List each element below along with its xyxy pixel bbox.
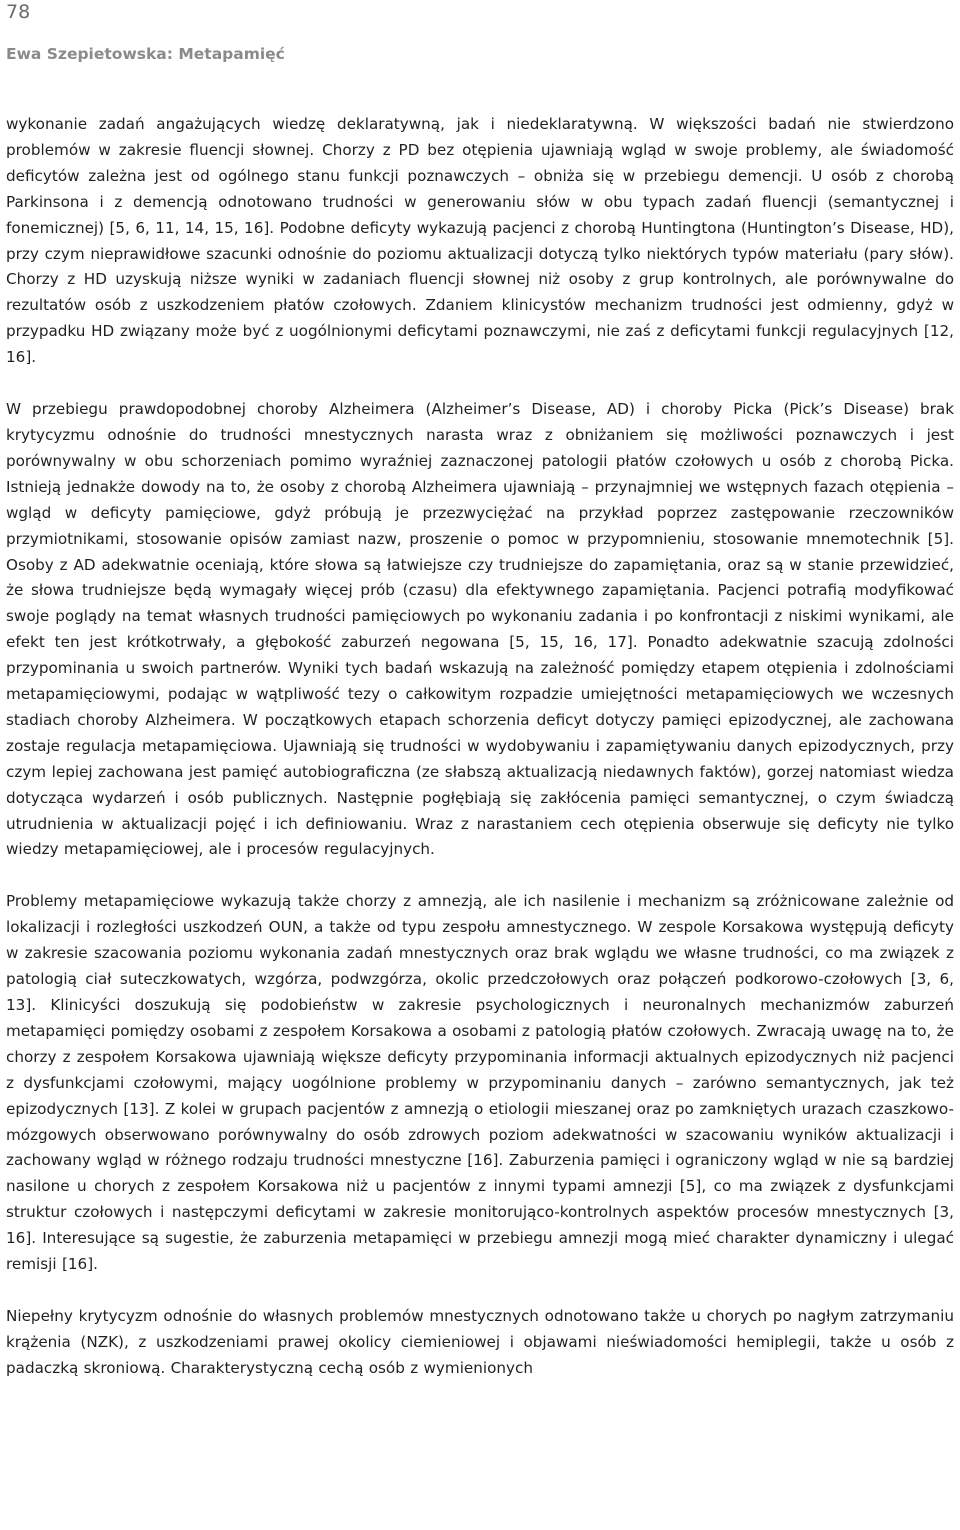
page-number: 78 <box>6 1 31 23</box>
body-text <box>6 112 954 1382</box>
running-header: Ewa Szepietowska: Metapamięć <box>6 45 285 63</box>
paragraph: wykonanie zadań angażujących wiedzę deklaratywną, jak i niedeklaratywną. W większości badań nie stwierdzono problemów w zakresie fluencji słownej. Chorzy z PD bez otępienia ujawniają wgląd w swoje problemy, ale świadomość deficytów zależna jest od ogólnego stanu funkcji poznawczych – obniża się w przebiegu demencji. U osób z chorobą Parkinsona i z demencją odnotowano trudności w generowaniu słów w obu typach zadań fluencji (semantycznej i fonemicznej) [5, 6, 11, 14, 15, 16]. Podobne deficyty wykazują pacjenci z chorobą Huntingtona (Huntington’s Disease, HD), przy czym nieprawidłowe szacunki odnośnie do poziomu aktualizacji dotyczą tylko niektórych typów materiału (pary słów). Chorzy z HD uzyskują niższe wyniki w zadaniach fluencji słownej niż osoby z grup kontrolnych, ale porównywalne do rezultatów osób z uszkodzeniem płatów czołowych. Zdaniem klinicystów mechanizm trudności jest odmienny, gdyż w przypadku HD związany może być z uogólnionymi deficytami poznawczymi, nie zaś z deficytami funkcji regulacyjnych [12, 16]. <box>6 115 954 367</box>
paragraph: Niepełny krytycyzm odnośnie do własnych problemów mnestycznych odnotowano także u chorych po nagłym zatrzymaniu krążenia (NZK), z uszkodzeniami prawej okolicy ciemieniowej i objawami nieświadomości hemiplegii, także u osób z padaczką skroniową. Charakterystyczną cechą osób z wymienionych <box>6 1306 954 1377</box>
paragraph: W przebiegu prawdopodobnej choroby Alzheimera (Alzheimer’s Disease, AD) i choroby Picka (Pick’s Disease) brak krytycyzmu odnośnie do trudności mnestycznych narasta wraz z obniżaniem się możliwości poznawczych i jest porównywalny w obu schorzeniach pomimo wyraźniej zaznaczonej patologii płatów czołowych u osób z chorobą Picka. Istnieją jednakże dowody na to, że osoby z chorobą Alzheimera ujawniają – przynajmniej we wstępnych fazach otępienia – wgląd w deficyty pamięciowe, gdyż próbują je przezwyciężać na przykład poprzez zastępowanie rzeczowników przymiotnikami, stosowanie opisów zamiast nazw, proszenie o pomoc w przypomnieniu, stosowanie mnemotechnik [5]. Osoby z AD adekwatnie oceniają, które słowa są łatwiejsze czy trudniejsze do zapamiętania, oraz są w stanie przewidzieć, że słowa trudniejsze będą wymagały więcej prób (czasu) dla efektywnego zapamiętania. Pacjenci potrafią modyfikować swoje poglądy na temat własnych trudności pamięciowych po wykonaniu zadania i po konfrontacji z niskimi wynikami, ale efekt ten jest krótkotrwały, a głębokość zaburzeń negowana [5, 15, 16, 17]. Ponadto adekwatnie szacują zdolności przypominania u swoich partnerów. Wyniki tych badań wskazują na zależność pomiędzy etapem otępienia i zdolnościami metapamięciowymi, podając w wątpliwość tezy o całkowitym rozpadzie umiejętności metapamięciowych we wczesnych stadiach choroby Alzheimera. W początkowych etapach schorzenia deficyt dotyczy pamięci epizodycznej, ale zachowana zostaje regulacja metapamięciowa. Ujawniają się trudności w wydobywaniu i zapamiętywaniu danych epizodycznych, przy czym lepiej zachowana jest pamięć autobiograficzna (ze słabszą aktualizacją niedawnych faktów), gorzej natomiast wiedza dotycząca wydarzeń i osób publicznych. Następnie pogłębiają się zakłócenia pamięci semantycznej, o czym świadczą utrudnienia w aktualizacji pojęć i ich definiowaniu. Wraz z narastaniem cech otępienia obserwuje się deficyty nie tylko wiedzy metapamięciowej, ale i procesów regulacyjnych. <box>6 400 954 859</box>
paragraph: Problemy metapamięciowe wykazują także chorzy z amnezją, ale ich nasilenie i mechanizm są zróżnicowane zależnie od lokalizacji i rozległości uszkodzeń OUN, a także od typu zespołu amnestycznego. W zespole Korsakowa występują deficyty w zakresie szacowania poziomu wykonania zadań mnestycznych oraz brak wglądu we własne trudności, co ma związek z patologią ciał suteczkowatych, wzgórza, podwzgórza, okolic przedczołowych oraz połączeń podkorowo-czołowych [3, 6, 13]. Klinicyści doszukują się podobieństw w zakresie psychologicznych i neuronalnych mechanizmów zaburzeń metapamięci pomiędzy osobami z zespołem Korsakowa a osobami z patologią płatów czołowych. Zwracają uwagę na to, że chorzy z zespołem Korsakowa ujawniają większe deficyty przypominania informacji aktualnych epizodycznych niż pacjenci z dysfunkcjami czołowymi, mający uogólnione problemy w przypominaniu danych – zarówno semantycznych, jak też epizodycznych [13]. Z kolei w grupach pacjentów z amnezją o etiologii mieszanej oraz po zamkniętych urazach czaszkowo-mózgowych obserwowano porównywalny do osób zdrowych poziom adekwatności w szacowaniu wyników aktualizacji i zachowany wgląd w różnego rodzaju trudności mnestyczne [16]. Zaburzenia pamięci i ograniczony wgląd w nie są bardziej nasilone u chorych z zespołem Korsakowa niż u pacjentów z innymi typami amnezji [5], co ma związek z dysfunkcjami struktur czołowych i następczymi deficytami w zakresie monitorująco-kontrolnych aspektów procesów mnestycznych [3, 16]. Interesujące są sugestie, że zaburzenia metapamięci w przebiegu amnezji mogą mieć charakter dynamiczny i ulegać remisji [16]. <box>6 892 954 1274</box>
